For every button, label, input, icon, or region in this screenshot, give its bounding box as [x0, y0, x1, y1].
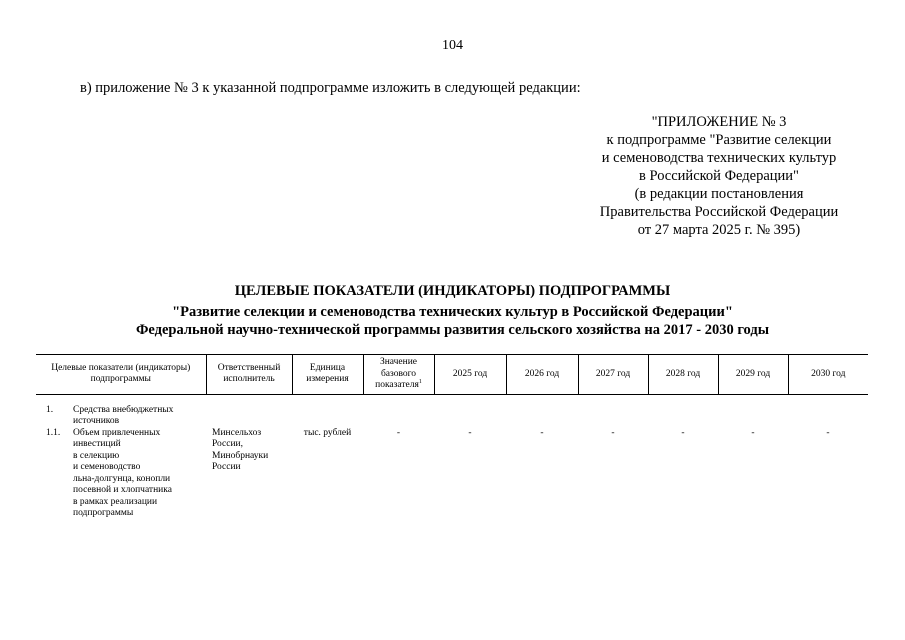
- table-row: [36, 428, 868, 520]
- header-year-2029: 2029 год: [718, 355, 788, 395]
- header-unit: Единица измерения: [292, 355, 363, 395]
- subtitle-line-2: Федеральной научно-технической программы развития сельского хозяйства на 2017 - 2030 годы: [135, 322, 770, 338]
- group-number: 1.: [46, 404, 54, 415]
- appendix-block: [569, 113, 869, 239]
- row-number: 1.1.: [46, 427, 61, 438]
- value-2026-cell: -: [540, 427, 544, 438]
- group-name: Средства внебюджетных источников: [73, 404, 174, 426]
- appendix-line: в Российской Федерации": [639, 168, 799, 184]
- value-2030-cell: -: [826, 427, 830, 438]
- footnote-mark: 1: [418, 378, 422, 385]
- appendix-line: от 27 марта 2025 г. № 395): [637, 222, 801, 238]
- group-cell: [36, 405, 206, 428]
- value-2027-cell: -: [611, 427, 615, 438]
- value-2025-cell: -: [468, 427, 472, 438]
- subtitle-line-1: "Развитие селекции и семеноводства технических культур в Российской Федерации": [172, 304, 733, 320]
- indicator-cell: [36, 428, 206, 520]
- header-executor: Ответственный исполнитель: [206, 355, 292, 395]
- document-title: ЦЕЛЕВЫЕ ПОКАЗАТЕЛИ (ИНДИКАТОРЫ) ПОДПРОГРАММЫ: [234, 283, 671, 299]
- document-subtitle: [0, 303, 905, 339]
- header-year-2028: 2028 год: [648, 355, 718, 395]
- value-2028-cell: -: [681, 427, 685, 438]
- page-number: 104: [442, 38, 463, 53]
- base-value-cell: -: [396, 427, 401, 438]
- header-indicator: Целевые показатели (индикаторы) подпрограммы: [36, 355, 206, 395]
- appendix-line: Правительства Российской Федерации: [599, 204, 839, 220]
- header-year-2026: 2026 год: [506, 355, 578, 395]
- header-year-2027: 2027 год: [578, 355, 648, 395]
- table-row: [36, 405, 868, 428]
- header-year-2025: 2025 год: [434, 355, 506, 395]
- appendix-line: (в редакции постановления: [634, 186, 804, 202]
- table-header-row: [36, 355, 868, 395]
- indicator-name: Объем привлеченных инвестиций в селекцию и семеноводство льна-долгунца, конопли посевной и хлопчатника в рамках реализации подпрограммы: [73, 427, 172, 518]
- intro-text: в) приложение № 3 к указанной подпрограмме изложить в следующей редакции:: [80, 80, 581, 96]
- indicators-table: [36, 354, 868, 520]
- header-base-value: Значение базового показателя$^1$: [363, 355, 434, 395]
- unit-cell: тыс. рублей: [303, 427, 352, 438]
- executor-cell: Минсельхоз России, Минобрнауки России: [212, 427, 269, 472]
- value-2029-cell: -: [751, 427, 755, 438]
- appendix-line: к подпрограмме "Развитие селекции: [606, 132, 832, 148]
- header-year-2030: 2030 год: [788, 355, 868, 395]
- appendix-line: и семеноводства технических культур: [601, 150, 837, 166]
- appendix-line: "ПРИЛОЖЕНИЕ № 3: [651, 114, 787, 130]
